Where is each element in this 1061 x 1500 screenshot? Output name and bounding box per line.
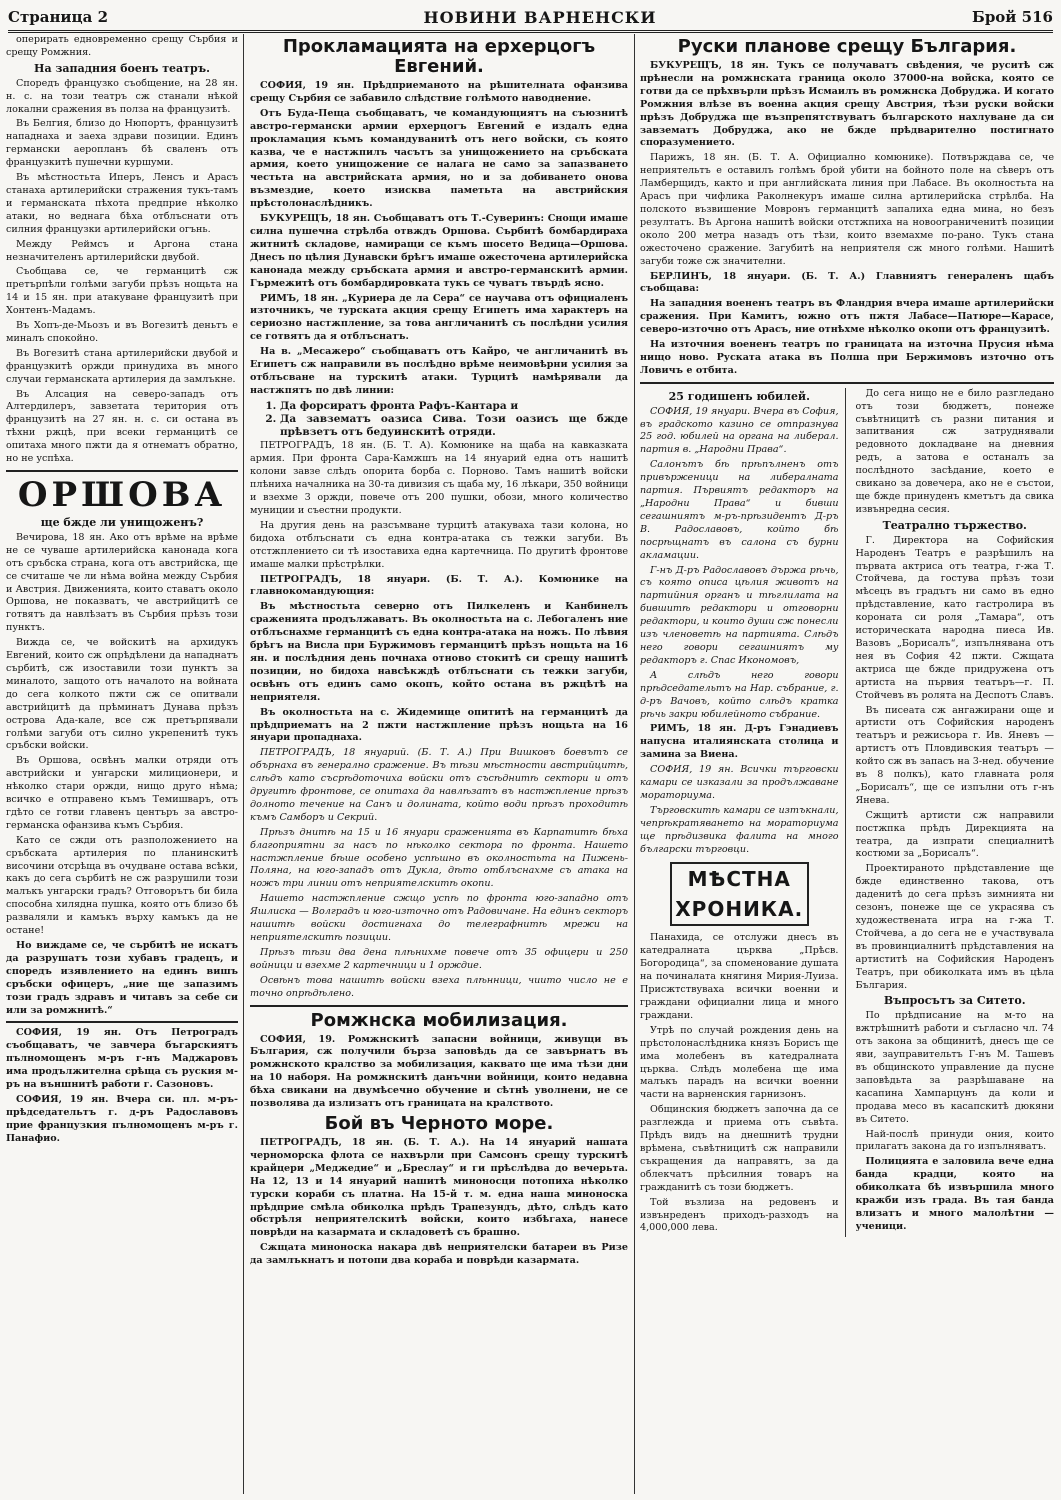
headline-sito: Въпросътъ за Ситето.	[883, 994, 1026, 1008]
article-text: СОФИЯ, 19 ян. Вчера си. пл. м-ръ-прѣдседательтъ г. д-ръ Радославовъ прие французкия пълномощенъ м-ръ г. Панафио.	[6, 1093, 238, 1144]
column-2	[250, 34, 635, 1494]
article-text: Сжщитѣ артисти сж направили постжпка прѣдъ Дирекцията на театра, да изпрати специалнитѣ костюми за „Борисалъ“.	[855, 809, 1054, 860]
article-text: Въ околностьта на с. Жидемище опититѣ на германцитѣ да прѣдприематъ на 2 пжти настжпление прѣзъ нощьта на 16 януари пропаднаха.	[250, 706, 628, 744]
article-text: На другия день на разсъмване турцитѣ атакуваха тази колона, но бидоха отблъснати съ една контра-атака съ тежки загуби. Въ отстжплението си тѣ изоставиха една картечница. По другитѣ фронтове имаше малки прѣстрѣлки.	[250, 519, 628, 570]
article-text: оперирать едновременно срещу Сърбия и срещу Ромжния.	[6, 34, 238, 58]
article-text: СОФИЯ, 19 януари. Вчера въ София, въ градското казино се отпразнува 25 год. юбилей на органа на либерал. партия в. „Народни Права“.	[640, 405, 839, 456]
issue-number: Брой 516	[972, 8, 1053, 26]
headline-proclamation: Прокламацията на ерхерцогъ Евгений.	[282, 36, 596, 77]
article-text: Въ мѣстностьта Иперъ, Ленсъ и Арасъ станаха артилерийски стражения тукъ-тамъ и германската пѣхота предприе нѣколко атаки, но веднага бѣха отблъснати отъ силния французки артилерийски огънь.	[6, 172, 238, 235]
article-text: ПЕТРОГРАДЪ, 18 януарий. (Б. Т. А.) При Вишковъ боевътъ се обърнаха въ генерално сражение. Въ тѣзи мѣстности австрийцитѣ, слѣдъ като съсрѣдоточиха войски отъ съсѣднитѣ сектори и отъ другитѣ фронтове, се опитаха да навлѣзатъ въ настжпление прѣзъ долното течение на Санъ и долината, който води прѣзъ проходитѣ къмъ Самборъ и Секрий.	[250, 747, 628, 823]
subheadline-orshova: ще бжде ли унищоженъ?	[40, 516, 204, 529]
article-text: Проектираното прѣдставление ще бжде единственно такова, отъ даденитѣ до сега прѣзъ зимнията ни сезонъ, понеже ще се украсява съ художествената игра на г-жа Т. Стойчева, а до сега не е участвувала въ провинциалнитѣ прѣдставления на артиститѣ на Софийския Народенъ Театръ, при обиколката имъ въ цѣла България.	[855, 863, 1054, 991]
list-item: 1. Да форсиратъ фронта Рафъ-Кантара и	[280, 400, 628, 413]
divider	[6, 1021, 238, 1023]
article-text: Г. Директора на Софийския Народенъ Театръ е разрѣшилъ на първата актриса отъ театра, г-жа Т. Стойчева, да гостува прѣзъ този мѣсецъ въ градътъ ни само въ едно прѣдставление, като гастролира въ короната си роля „Тамара“, отъ историческата народна пиеса Ив. Вазовъ „Борисалъ“, изпълнявана отъ нея въ София 42 пжти. Сжщата актриса ще бжде придружена отъ артиста на първия театъръ—г. П. Стойчевъ въ ролята на Деспотъ Славъ.	[855, 534, 1054, 701]
headline-local-chronicle: МѢСТНА ХРОНИКА.	[670, 862, 809, 926]
headline-theatre: Театрално тържество.	[882, 518, 1027, 532]
article-text: БУКУРЕЩЪ, 18 ян. Тукъ се получаватъ свѣдения, че руситѣ сж прѣнесли на ромжнската граница около 37000-на войска, която се готви да се прѣхвърли прѣзъ Исмаилъ въ ромжнска Добруджа. И когато Ромжния влѣзе въ военна акция срещу Австрия, тѣзи руски войски прѣзъ Добруджа ще възпрепятствуватъ българското нахлуване да си завзематъ Добруджа, ако не бжде прѣдварително постигнато споразумението.	[640, 60, 1054, 149]
article-text: Прѣзъ тѣзи два дена плѣнихме повече отъ 35 офицери и 250 войници и взехме 2 картечници и 1 орждие.	[250, 946, 628, 971]
article-text: СОФИЯ, 19 ян. Прѣдприеманото на рѣшителната офанзива срещу Сърбия се забавило слѣдствие голѣмото наводнение.	[250, 80, 628, 104]
article-text: Г-нъ Д-ръ Радославовъ държа рѣчь, съ която описа цѣлия животъ на партийния органъ и тѣглилата на бившитѣ редактори и отговорни редактори, и които души сж понесли изъ членоветѣ на партията. Слѣдъ него говори сегашниятъ му редакторъ г. Спас Икономовъ,	[640, 564, 839, 666]
column-1	[6, 34, 244, 1494]
list	[280, 400, 628, 439]
headline-russian-plans: Руски планове срещу България.	[677, 36, 1017, 57]
article-text: Въ писеата сж ангажирани още и артисти отъ Софийския народенъ театъръ и режисьора г. Ив. Яневъ — артистъ отъ Пловдивския театъръ — който сж въ запасъ на 3-нед. обучение въ 8 полкъ), като главната роля „Борисалъ“, ще се изпълни отъ г-нъ Янева.	[855, 704, 1054, 806]
article-text: ПЕТРОГРАДЪ, 18 януари. (Б. Т. А.). Комюнике на главнокомандующия:	[250, 573, 628, 598]
article-text: Споредъ французко съобщение, на 28 ян. н. с. на този театръ сж станали нѣкой локални сражения въ полза на французитѣ.	[6, 77, 238, 115]
article-text: Общинския бюджетъ започна да се разглежда и приема отъ съвѣта. Прѣдъ видъ на днешнитѣ трудни врѣмена, съвѣтницитѣ сж направили съкращения да направятъ, за да облекчатъ прѣсилния товаръ на гражданитѣ съ този бюджетъ.	[640, 1104, 839, 1193]
article-text: Утрѣ по случай рождения день на прѣстолонаслѣдника князъ Борисъ ще има молебенъ въ катедралната църква. Слѣдъ молебена ще има малъкъ парадъ на всички военни части на варненския гарнизонъ.	[640, 1024, 839, 1101]
article-text: А слѣдъ него говори прѣдседательтъ на Нар. събрание, г. д-ръ Вачовъ, който слѣдъ кратка рѣчь закри юбилейното събрание.	[640, 669, 839, 720]
article-text: Като се сжди отъ разположението на сръбската артилерия по планинскитѣ височини отсрѣща въ очудване остава всѣки, какъ до сега сърбитѣ не сж разрушили този малъкъ унгарски градъ? Отговорътъ би била способна хилядна пушка, която отъ близо бѣ разваляли и камъкъ върху камъкъ да не остане!	[6, 834, 238, 937]
article-text: На западния воененъ театръ въ Фландрия вчера имаше артилерийски сражения. При Камитъ, южно отъ пжтя Лабасе—Патюре—Карасе, северо-източно отъ Арасъ, ние отнѣхме нѣколко окопи отъ французитѣ.	[640, 298, 1054, 336]
article-text: Вечирова, 18 ян. Ако отъ врѣме на врѣме не се чуваше артилерийска канонада кога отъ сръбска страна, кога отъ австрийска, ще се считаше че ли нѣма война между Сърбия и Австрия. Движенията, които ставатъ около Оршова, не показватъ, че австрийцитѣ се готвятъ да навлѣзатъ въ Сърбия прѣзъ този пунктъ.	[6, 531, 238, 634]
article-text: РИМЪ, 18 ян. Д-ръ Гэнадиевъ напусна италиянската столица и замина за Виена.	[640, 723, 839, 761]
article-text: Съобщава се, че германцитѣ сж претърпѣли голѣми загуби прѣзъ нощьта на 14 и 15 ян. при атакуване французитѣ при Хонтенъ-Мадамъ.	[6, 266, 238, 317]
article-text: Търговскитѣ камари се изтъкнали, чепрѣкратяването на мораториума ще прѣдизвика фалита на много български търговци.	[640, 804, 839, 855]
article-text: РИМЪ, 18 ян. „Куриера де ла Сера“ се научава отъ официаленъ източникъ, че турската акция срещу Египетъ има характеръ на сериозно настжпление, за това англичанитѣ съ послѣдни усилия се готвятъ да я отблъснатъ.	[250, 292, 628, 343]
article-text: Най-послѣ принуди ония, които прилагатъ закона да го изпълняватъ.	[855, 1128, 1054, 1153]
article-text: Той възлиза на редовенъ и извънреденъ приходъ-разходъ на 4,000,000 лева.	[640, 1196, 839, 1234]
article-text: СОФИЯ, 19 ян. Отъ Петроградъ съобщаватъ, че завчера бъгарскиятъ пълномощенъ м-ръ г-нъ Маджаровъ има продължителна срѣща съ руския м-ръ на външнитѣ работи г. Сазоновъ.	[6, 1027, 238, 1091]
article-text: ПЕТРОГРАДЪ, 18 ян. (Б. Т. А.). На 14 януарий нашата черноморска флота се нахвърли при Самсонъ срещу турскитѣ крайцери „Меджедие“ и „Бреслау“ и ги прѣслѣдва до вечерьта. На 12, 13 и 14 януарий нашитѣ миноносци потопиха нѣколко турски кораби съ платна. На 15-й т. м. една наша миноноска прѣдприе смѣла обиколка прѣдъ Трапезундъ, дѣто, слѣдъ като обстрѣля неприятелскитѣ войски, които избѣгаха, нанесе поврѣди на казармата и складоветѣ съ брашно.	[250, 1136, 628, 1239]
article-text: Парижъ, 18 ян. (Б. Т. А. Официално комюнике). Потвърждава се, че неприятельтъ е оставилъ голѣмъ брой убити на бойното поле на сѣверъ отъ Ламберщидъ, както и при английската линия при Лабасе. Въ околностьта на Арасъ при чифлика Раколнекуръ имаше силна артилерийска стрѣлба. На полското възвишение Мовронъ германцитѣ запалиха една мина, но безъ резултатъ. Въ Аргона нашитѣ войски отстжпиха на новоограниченитѣ позиции около 200 метра назадъ отъ тѣзи, които вземахме по-рано. Тукъ стана ожесточено сражение. Загубитѣ на неприятеля сж много голѣми. Нашитѣ загуби тоже сж значителни.	[640, 152, 1054, 267]
article-text: Отъ Буда-Пеща съобщаватъ, че командующиятъ на съюзнитѣ австро-германски армии ерхерцогъ Евгений е издалъ една прокламация къмъ командуванитѣ отъ него войски, съ която казва, че е настжпилъ часътъ за унищожението на сръбската армия, което унищожение се налага не само за запазването честьта на австрийската армия, но и за добиването онова възмездие, което изисква паметьта на австрийския прѣстолонаслѣдникъ.	[250, 107, 628, 210]
article-text: Освѣнъ това нашитѣ войски взеха плѣнници, чиито число не е точно опрѣдѣлено.	[250, 974, 628, 999]
divider	[640, 382, 1054, 384]
masthead	[8, 4, 1053, 33]
article-text: Въ Вогезитѣ стана артилерийски двубой и французкитѣ оржди принудиха въ много случаи германската артилерия да замлъкне.	[6, 347, 238, 385]
newspaper-title: НОВИНИ ВАРНЕНСКИ	[423, 7, 657, 27]
article-text: По прѣдписание на м-то на вжтрѣшнитѣ работи и съгласно чл. 74 отъ закона за общинитѣ, днесъ ще се яви, заупрaвительтъ Г-нъ М. Ташевъ въ общинското управление да пусне заповѣдьта за разрѣшаване на касапина Хампарцунъ да коли и продава месо въ касапскитѣ дюкяни въ Ситето.	[855, 1010, 1054, 1125]
article-text: Въ Белгия, близо до Нюпортъ, французитѣ нападнаха и заеха здрави позиции. Единъ германски аеропланъ бѣ сваленъ отъ французкитѣ пушечни куршуми.	[6, 118, 238, 169]
article-text: Въ Оршова, освѣнъ малки отряди отъ австрийски и унгарски милиционери, и нѣколко стари оржди, нищо друго нѣма; всичко е отправено къмъ Темишваръ, отъ гдѣто се готви главенъ центъръ за австро-германска офанзива къмъ Сърбия.	[6, 755, 238, 831]
article-text: БУКУРЕЩЪ, 18 ян. Съобщаватъ отъ Т.-Суверинъ: Снощи имаше силна пушечна стрѣлба отвждъ Оршова. Сърбитѣ бомбардираха житнитѣ складове, намиращи се къмъ шосето Ведица—Оршова. Днесъ по цѣлия Дунавски брѣгъ имаше ожесточена артилерийска канонада между сръбската армия и австро-германскитѣ армии. Гърмежитѣ отъ бомбардировката тукъ се чуватъ твърдѣ ясно.	[250, 213, 628, 289]
article-text: Вижда се, че войскитѣ на архидукъ Евгений, които сж опрѣдѣлени да нападнатъ сърбитѣ, сж изоставили този пунктъ за миналото, защото отъ началото на войната до сега колкото пжти сж се опитвали австрийцитѣ да прѣминатъ Дунава прѣзъ острова Ада-кале, все сж претърпявали голѣми загуби отъ силно укрепенитѣ тукъ сръбски войски.	[6, 637, 238, 752]
split-columns	[640, 388, 1054, 1238]
article-text: Въ мѣстностьта северно отъ Пилкеленъ и Канбинелъ сраженията продължаватъ. Въ околностьта на с. Лебогаленъ ние отблъснахме германцитѣ съ една контра-атака на ножъ. По лѣвия брѣгъ на Висла при Буржимовъ германцитѣ прѣзъ нощьта на 16 ян. и послѣдния день почнаха отново стокитѣ си срещу нашитѣ позиции, но бидоха навсѣкждѣ отблъснати съ тежки загуби, освѣнъ отъ единъ само окопъ, който остана въ ржцѣтѣ на неприятеля.	[250, 601, 628, 703]
headline-romanian-mobilization: Ромжнска мобилизация.	[310, 1009, 568, 1031]
column-3	[640, 34, 1054, 1494]
article-text: ПЕТРОГРАДЪ, 18 ян. (Б. Т. А). Комюнике на щаба на кавказката армия. При фронта Сара-Камжшъ на 14 януарий една отъ нашитѣ колони завзе слѣдъ опорита борба с. Порново. Тамъ нашитѣ войски плѣниха началника на 30-та дивизия съ щаба му, 16 лѣкари, 350 войници и взехме 3 оржди, повече отъ 200 пушки, обози, много количество муниции и съестни продукти.	[250, 440, 628, 516]
article-text: Въ Хопъ-де-Мьозъ и въ Вогезитѣ деньтъ е миналъ спокойно.	[6, 320, 238, 344]
article-text: Панахида, се отслужи днесъ въ катедралната църква „Прѣсв. Богородица“, за споменование душата на починалата княгиня Мирия-Луиза. Присжтствуваха всички военни и граждани официални лица и много граждани.	[640, 932, 839, 1021]
article-text: До сега нищо не е било разгледано отъ този бюджетъ, понеже съвѣтницитѣ съ разни питания и запитвания сж затруднявали редовното докладване на дневния редъ, а затова е останалъ за послѣдното засѣдание, което е свикано за довечера, ако не е състои, ще бжде принуденъ кметътъ да свика извънредна сесия.	[855, 387, 1054, 515]
headline-jubilee: 25 годишенъ юбилей.	[668, 389, 810, 403]
article-text: Нашето настжпление сжщо успѣ по фронта юго-западно отъ Яшлиска — Волградъ и юго-източно отъ Радовичане. На единъ секторъ нашитѣ войски достигнаха до телеграфнитѣ мрежи на неприятелскитѣ позиции.	[250, 893, 628, 943]
article-text: Сжщата миноноска накара двѣ неприятелски батареи въ Ризе да замлъкнатъ и потопи два кораба и поврѣди казармата.	[250, 1242, 628, 1267]
divider	[6, 470, 238, 472]
headline-orshova: ОРШОВА	[17, 475, 227, 515]
page-number: Страница 2	[8, 8, 109, 26]
headline-western-front: На западния боенъ театръ.	[34, 61, 210, 75]
divider	[250, 1005, 628, 1007]
article-text: Полицията е заловила вече една банда крадци, която на обиколката бѣ извършила много кражби изъ града. Въ тая банда влизатъ и много малолѣтни — ученици.	[855, 1156, 1054, 1232]
sub-column-right	[856, 388, 1055, 1238]
article-text: Но виждаме се, че сърбитѣ не искатъ да разрушатъ този хубавъ градецъ, и споредъ изявлението на единъ вишъ сръбски офицеръ, „ние ще запазимъ този градъ здравъ и читавъ за себе си или за ромжнитѣ.“	[6, 940, 238, 1016]
article-text: Салонътъ бѣ прѣпълненъ отъ привърженици на либералната партия. Първиятъ редакторъ на „Народни Права“ и бивши сегашниятъ м-ръ-прѣзидентъ Д-ръ В. Радославовъ, който бѣ посрѣщнатъ въ салона съ бурни акламации.	[640, 459, 839, 561]
article-text: БЕРЛИНЪ, 18 януари. (Б. Т. А.) Главниятъ генераленъ щабъ съобщава:	[640, 270, 1054, 295]
article-text: На в. „Месажеро“ съобщаватъ отъ Кайро, че англичанитѣ въ Египетъ сж направили въ послѣдно врѣме неимовѣрни усилия за отблъсване на турскитѣ атаки. Турцитѣ намѣрявали да настжпятъ по двѣ линии:	[250, 346, 628, 396]
article-text: Въ Алсация на северо-западъ отъ Алтердилеръ, завзетата територия отъ французитѣ на 27 ян. н. с. си остана въ тѣхни ржцѣ, при всеки германцитѣ се опитаха много пжти да я отнематъ обратно, но не успѣха.	[6, 388, 238, 465]
list-item: 2. Да завзематъ оазиса Сива. Този оазисъ ще бжде прѣвзетъ отъ бедуинскитѣ отряди.	[280, 413, 628, 439]
article-text: Прѣзъ днитѣ на 15 и 16 януари сраженията въ Карпатитѣ бѣха благоприятни за насъ по нѣколко сектора по фронта. Нашето настжпление бѣше особено успѣшно въ околностьта на Пижень-Поляна, на юго-западъ отъ Дуклa, дѣто отблъснахме съ атака на ножъ три линии отъ неприятелскитѣ окопи.	[250, 826, 628, 890]
article-text: Между Реймсъ и Аргона стана незначителенъ артилерийски двубой.	[6, 238, 238, 263]
article-text: СОФИЯ, 19 ян. Всички търговски камари се изказали за продължаване мораториума.	[640, 764, 839, 801]
article-text: На източния воененъ театръ по границата на източна Прусия нѣма нищо ново. Руската атака въ Полша при Бержимовъ източно отъ Ловичъ е отбита.	[640, 339, 1054, 376]
article-text: СОФИЯ, 19. Ромжнскитѣ запасни войници, живущи въ България, сж получили бърза заповѣдь да се завърнатъ въ ромжнското кралство за мобилизация, каквато ще има тѣзи дни на 10 наборя. На ромжнскитѣ данъчни войници, които недавна бѣха свикани на двумѣсечно обучение и сѣтнѣ уволнени, не се позволява да излизатъ отъ границата на кралството.	[250, 1033, 628, 1110]
sub-column-left	[640, 388, 846, 1238]
headline-black-sea: Бой въ Черното море.	[324, 1112, 554, 1134]
